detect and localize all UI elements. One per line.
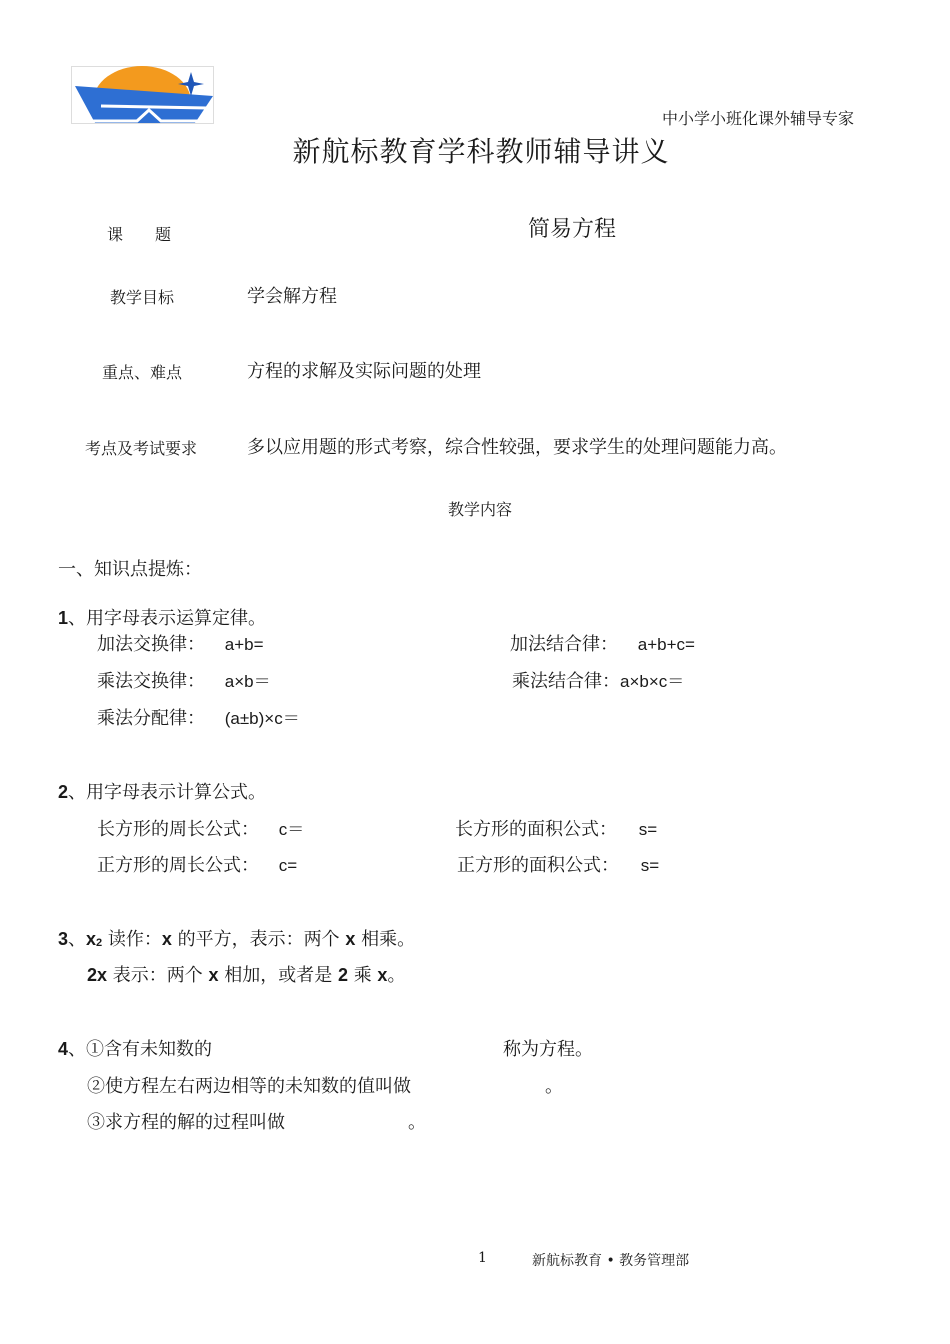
item3-line2 <box>87 961 405 987</box>
dist-formula: (a±b)×c＝ <box>224 709 300 728</box>
item4-line2-start: ②使方程左右两边相等的未知数的值叫做 <box>87 1076 411 1097</box>
end-text: 。 <box>387 965 406 986</box>
dist-label: 乘法分配律： <box>97 708 205 729</box>
exponent-two: 2 <box>96 937 103 949</box>
section-one-heading: 一、知识点提炼： <box>58 559 202 580</box>
topic-value: 简易方程 <box>528 217 617 242</box>
goal-label: 教学目标 <box>110 288 175 307</box>
square-text: 的平方，表示：两个 <box>171 929 346 950</box>
item4-number: 4 <box>58 1039 69 1059</box>
sq-area-label: 正方形的面积公式： <box>457 855 619 876</box>
item4-line2-end: 。 <box>545 1076 563 1097</box>
item1-heading <box>58 604 266 630</box>
key-label: 重点、难点 <box>102 363 183 382</box>
footer-org: 新航标教育 • 教务管理部 <box>532 1253 690 1269</box>
header-slogan: 中小学小班化课外辅导专家 <box>662 109 855 128</box>
add-comm-row <box>97 630 264 656</box>
add-assoc-formula: a+b+c= <box>637 635 695 654</box>
exam-label: 考点及考试要求 <box>85 439 198 458</box>
add-text: 相加，或者是 <box>218 965 338 986</box>
topic-label: 课 题 <box>107 225 172 244</box>
key-value: 方程的求解及实际问题的处理 <box>247 361 481 382</box>
item4-line3-start: ③求方程的解的过程叫做 <box>87 1112 285 1133</box>
item1-number: 1 <box>58 608 69 628</box>
two-x-symbol: 2x <box>87 965 108 985</box>
item4-line1-text: 、①含有未知数的 <box>68 1039 213 1060</box>
item2-number: 2 <box>58 782 69 802</box>
add-comm-label: 加法交换律： <box>97 634 205 655</box>
item3-sep: 、 <box>68 929 87 950</box>
item3-number: 3 <box>58 929 69 949</box>
page-title: 新航标教育学科教师辅导讲义 <box>292 135 670 168</box>
rect-perim-label: 长方形的周长公式： <box>97 819 259 840</box>
mult-text: 相乘。 <box>355 929 416 950</box>
sq-perim-label: 正方形的周长公式： <box>97 855 259 876</box>
content-heading: 教学内容 <box>448 500 513 519</box>
add-comm-formula: a+b= <box>224 635 264 654</box>
mul-assoc-row <box>512 667 684 693</box>
sq-area-row <box>457 851 659 877</box>
add-assoc-label: 加法结合律： <box>510 634 618 655</box>
rect-area-formula: s= <box>638 820 658 839</box>
page-number: 1 <box>478 1250 487 1266</box>
x-symbol: x <box>86 929 97 949</box>
mul-assoc-formula: a×b×c＝ <box>620 672 685 691</box>
goal-value: 学会解方程 <box>247 286 337 307</box>
read-as-text: 读作： <box>102 929 162 950</box>
sq-area-formula: s= <box>640 856 660 875</box>
item2-heading <box>58 778 266 804</box>
x-symbol: x <box>208 965 219 985</box>
mul-comm-formula: a×b＝ <box>224 672 271 691</box>
mul-assoc-label: 乘法结合律： <box>512 671 620 692</box>
mul-comm-row <box>97 667 271 693</box>
item3-line1 <box>58 925 415 951</box>
mul-comm-label: 乘法交换律： <box>97 671 205 692</box>
sq-perim-formula: c= <box>278 856 298 875</box>
rect-area-row <box>455 815 657 841</box>
rect-perim-row <box>97 815 304 841</box>
two-symbol: 2 <box>337 965 348 985</box>
rect-area-label: 长方形的面积公式： <box>455 819 617 840</box>
item4-line1-start <box>58 1035 212 1061</box>
x-symbol: x <box>161 929 172 949</box>
rect-perim-formula: c＝ <box>278 820 305 839</box>
item1-title: 、用字母表示运算定律。 <box>68 608 267 629</box>
item4-line3-end: 。 <box>408 1112 426 1133</box>
exam-value: 多以应用题的形式考察，综合性较强，要求学生的处理问题能力高。 <box>247 437 787 458</box>
sq-perim-row <box>97 851 297 877</box>
ship-sun-logo-icon <box>71 66 214 124</box>
x-symbol: x <box>377 965 388 985</box>
add-assoc-row <box>510 630 695 656</box>
means-text: 表示：两个 <box>107 965 209 986</box>
item4-line1-end: 称为方程。 <box>503 1039 593 1060</box>
mul-text: 乘 <box>347 965 378 986</box>
x-symbol: x <box>345 929 356 949</box>
item2-title: 、用字母表示计算公式。 <box>68 782 267 803</box>
dist-row <box>97 704 300 730</box>
